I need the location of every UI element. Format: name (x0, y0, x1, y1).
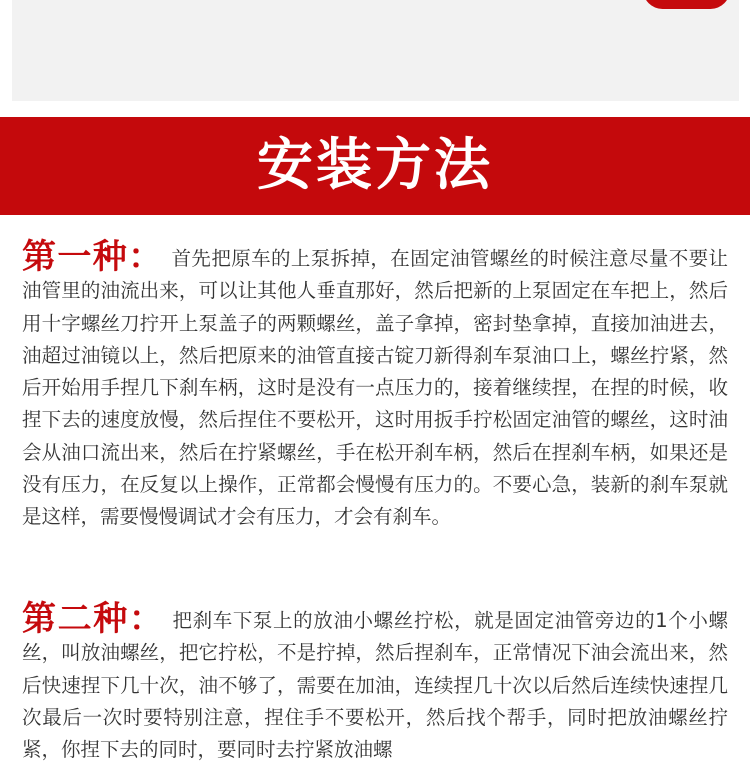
method-label-1: 第一种： (22, 237, 164, 277)
method-label-2: 第二种： (22, 599, 165, 639)
previous-section-card (12, 0, 739, 101)
red-pill-button[interactable] (643, 0, 730, 9)
method-text-1: 首先把原车的上泵拆掉，在固定油管螺丝的时候注意尽量不要让油管里的油流出来，可以让其他人垂直那好，然后把新的上泵固定在车把上，然后用十字螺丝刀拧开上泵盖子的两颗螺丝，盖子拿掉，密封垫拿掉，直接加油进去，油超过油镜以上，然后把原来的油管直接古锭刀新得刹车泵油口上，螺丝拧紧，然后开始用手捏几下刹车柄，这时是没有一点压力的，接着继续捏，在捏的时候，收捏下去的速度放慢，然后捏住不要松开，这时用扳手拧松固定油管的螺丝，这时油会从油口流出来，然后在拧紧螺丝，手在松开刹车柄，然后在捏刹车柄，如果还是没有压力，在反复以上操作，正常都会慢慢有压力的。不要心急，装新的刹车泵就是这样，需要慢慢调试才会有压力，才会有刹车。 (22, 247, 728, 529)
method-paragraph-2 (22, 599, 728, 766)
method-text-2: 把刹车下泵上的放油小螺丝拧松，就是固定油管旁边的1个小螺丝，叫放油螺丝，把它拧松，不是拧掉，然后捏刹车，正常情况下油会流出来，然后快速捏下几十次，油不够了，需要在加油，连续捏几十次以后然后连续快速捏几次最后一次时要特别注意，捏住手不要松开，然后找个帮手，同时把放油螺丝拧紧，你捏下去的同时，要同时去拧紧放油螺 (22, 609, 728, 762)
section-banner (0, 117, 750, 215)
method-paragraph-1 (22, 237, 728, 534)
section-title: 安装方法 (257, 133, 493, 198)
